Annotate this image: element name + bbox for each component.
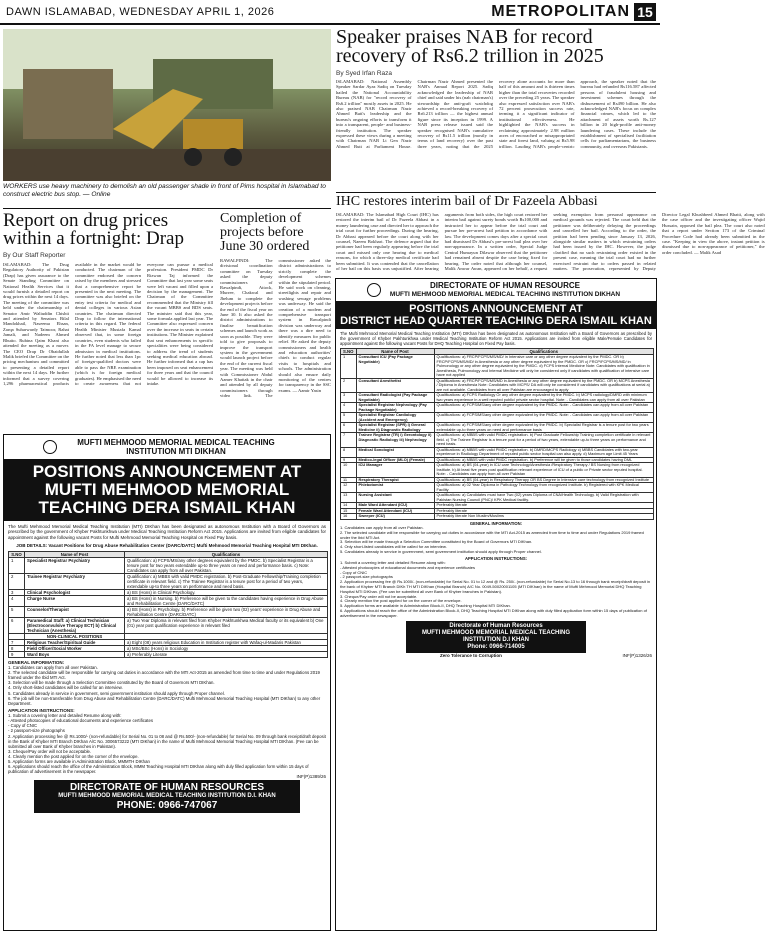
list-item: 1. Submit a covering letter and detailed Resume along with: bbox=[340, 560, 446, 566]
cell-qualification: a) BS (Hons) in Psychology. b) Preference will be given two (02) years' experience in Drug Abuse and Rehabilitation Centre (DARC/DATC) bbox=[125, 606, 328, 617]
cell-post: Consultant ICU (Pay Package Negotiable) bbox=[356, 355, 434, 379]
ad1-footer bbox=[34, 780, 300, 813]
col-qual: Qualifications bbox=[434, 349, 653, 355]
table-row bbox=[341, 463, 654, 478]
cell-post: Specialist Registrar Nephrology (Pay Package Negotiable) bbox=[356, 403, 434, 413]
cell-post: Specialist Registrar Cardiology (Accident and Emergency) bbox=[356, 413, 434, 423]
list-item: 4. Clearly mention the post applied for on the corner of the envelope. bbox=[8, 753, 139, 759]
list-item: 4. Only short-listed candidates will be called for an interview. bbox=[8, 685, 123, 691]
table-row bbox=[341, 447, 654, 457]
list-item: 6. Applications should reach the office of the Administration Block-II, DHQ Teaching Hospital MTI DIKhan along with duly filled application form within 15 days of publication of advertisement in the newspaper. bbox=[340, 608, 647, 618]
cell-qualification: Qualifications: a) MBBS with valid PMDC registration. b) Post Graduate Fellowship Training completion certificate in relevant field. c) The Trainee Registrar is a tenure post for a period of two years, extendable up-to three years on performance and need basis. bbox=[434, 433, 653, 448]
cell-qualification: Qualifications: a) 02 Year Diploma in Pathology Technology from recognized Institute. b) Registered with KPK Medical Facility bbox=[434, 483, 653, 493]
section-name: METROPOLITAN bbox=[491, 3, 630, 20]
ad2-org: MUFTI MEHMOOD MEMORIAL MEDICAL TEACHING INSTITUTION DIKHAN bbox=[389, 291, 621, 298]
photo-illustration bbox=[3, 29, 331, 181]
table-row bbox=[9, 573, 328, 589]
cell-post: Field Officer/Social Worker bbox=[25, 645, 125, 651]
nab-body: ISLAMABAD: National Assembly Speaker Sardar Ayaz Sadiq on Tuesday hailed the National Accountability Bureau (NAB) for "record recovery of Rs6.2 trillion" mostly assets in 2025. He also praised NAB Chairman Nazir Ahmed Butt's leadership and the bureau's ongoing efforts to transform it into a transparent, people- and business-friendly institution. The speaker expressed these views during a meeting with Chairman NAB Lt Gen Nazir Ahmed Butt at Parliament House. Chairman Nazir Ahmed presented the NAB's Annual Report 2025. Sadiq acknowledged the leadership of NAB chief and said under his (nab chairman's) stewardship the anti-graft watchdog achieved a record-breaking recovery of Rs6.213 trillion — the highest annual figure since its inception in 1999. A NAB press release issued said the speaker recognised NAB's cumulative recovery of Rs11.5 trillion (mostly in terms of land recovery) over the past three years, noting that the 2025 recovery alone accounts for more than half of this amount and is thirteen times higher than the total recoveries recorded over the preceding 25 years. The speaker also expressed satisfaction over NAB's 72 percent prosecution success rate, terming it a significant indicator of institutional effectiveness. He highlighted the NAB's success in reclaiming approximately 2.98 million acres of encroached or misappropriated state and forest land, valuing at Rs5.98 trillion. Lauding NAB's people-centric approach, the speaker noted that the bureau had refunded Rs116.587 affected persons of fraudulent housing and investment schemes through the disbursement of Rs490 billion. He also acknowledged NAB's focus on complex financial crimes, which led to the attachment of assets worth Rs.127 billion in 20 high-profile anti-money laundering cases. These include the establishment of specialised facilitation cells for parliamentarians, the business community, and overseas Pakistanis. bbox=[336, 79, 656, 149]
cell-sno: 5 bbox=[341, 413, 357, 423]
cell-qualification: Qualifications: a) FCPS Radiology Or any other degree equivalent by the PMDC. b) MCPS radiology/DMRD with minimum two years experience in a well reputed public/ private sector hospital. Note: - Candidates can apply from all over Pakistan bbox=[434, 393, 653, 403]
ad2-ai-title: APPLICATION INSTRUCTIONS: bbox=[464, 555, 528, 561]
cell-sno: 1 bbox=[341, 355, 357, 379]
ad2-footer-dir: Directorate of Human Resources bbox=[449, 622, 543, 629]
cell-qualification: Qualifications: a) FCPS/MS/any other degree equivalent by the PMDC. Note: - Candidates can apply from all over Pakistan bbox=[434, 403, 653, 413]
ad1-application-instructions bbox=[4, 713, 330, 774]
cell-sno: 16 bbox=[341, 514, 357, 520]
table-row bbox=[341, 355, 654, 379]
ad1-intro: The Mufti Mehmood Memorial Medical Teaching Institution (MTI) DIKhan has been designated as autonomous Institution with a Board of Governors as prescribed by the government of Khyber Pakhtunkhwa under Medical Teaching Institution Reform Act 2015. Applications are invited from eligible candidates for appointment against the following vacant Posts for Mufti Mehmood Memorial Teaching Hospital on Fixed Pay basis. bbox=[8, 524, 326, 540]
ad2-tagline: Zero Tolerance to Corruption bbox=[440, 652, 502, 658]
list-item: 1. Candidates can apply from all over Pakistan. bbox=[340, 524, 424, 530]
ad1-footer-phone: PHONE: 0966-747067 bbox=[116, 799, 218, 811]
ad2-bottom-line bbox=[336, 653, 656, 658]
list-item: - Attested photocopies of educational documents and experience certificates bbox=[8, 718, 153, 724]
cell-sno: 6 bbox=[341, 423, 357, 433]
cell-post: Male Ward Attendant (ICU) bbox=[356, 503, 434, 509]
cell-sno: 4 bbox=[341, 403, 357, 413]
cell-sno: 13 bbox=[341, 493, 357, 503]
col-qual: Qualifications bbox=[125, 551, 328, 557]
cell-qualification: a) BS (Hons) in Nursing. b) Preference will be given to the candidates having experience in Drug Abuse and Rehabilitation Centre (DARC/DATC) bbox=[125, 595, 328, 606]
ad1-title: POSITIONS ANNOUNCEMENT AT MUFTI MEHMOOD MEMORIAL TEACHING DERA ISMAIL KHAN bbox=[4, 459, 330, 521]
mti-logo-icon bbox=[43, 440, 57, 454]
cell-post: Medico-legal Officer (MLO) (Female) bbox=[356, 457, 434, 463]
cell-sno: 12 bbox=[341, 483, 357, 493]
cell-post: Charge Nurse bbox=[25, 595, 125, 606]
cell-qualification: a) Eight (08) years religious Education in Institution register with Wafaq-ul-Madaris Pakistan bbox=[125, 639, 328, 645]
cell-post: Consultant Anesthetist bbox=[356, 378, 434, 393]
job-advertisement-dhq bbox=[335, 278, 657, 931]
table-row bbox=[9, 606, 328, 617]
cell-qualification: Qualification: a) FCPS/MS/any other degrees equivalent by the PMDC. b) Specialist Registrar is a tenure post for two years extendable up-to three years on need and performance basis. c) Note: Candidates can apply from all over Pakistan. bbox=[125, 557, 328, 573]
cell-sno: 2 bbox=[9, 573, 25, 589]
nab-headline: Speaker praises NAB for record recovery of Rs6.2 trillion in 2025 bbox=[336, 26, 604, 67]
drug-body: ISLAMABAD: The Drug Regulatory Authority of Pakistan (Drap) has given assurance to the Senate Standing Committee on National Health Services that it would furnish a detailed report on drug prices within the next 14 days. The meeting of the committee was held under the chairmanship of Senator Amir Waliuddin Chishti and attended by Senators Bilal Mandokhail, Naseema Ehsan, Zarqa Suharwardy Taimoor, Rahat Jamali, and Nadeem Ahmed Bhutto. Rubina Qaim Khani also attended the meeting as a mover. The CEO Drap Dr Obaidullah Malik briefed the Committee on the pricing mechanism and committed to presenting a detailed report within the next 14 days. He further informed that a survey covering 1,296 pharmaceutical products available in the market would be conducted. The chairman of the committee endorsed the concern raised by the members and stressed that a comprehensive report be presented in the next meeting. The committee was also briefed on the entry test criteria for medical and dental colleges in various Asian countries. The chairman directed Drap to follow the international criteria in this regard. The federal Health Minister Mustafa Kamal observed that, in some foreign countries, even students who failed in the FA level manage to secure admission in medical institutions. He further noted that less than 1pc of foreign-qualified doctors were able to pass the NRE examination (which is for foreign medical graduates). He emphasised the need to create awareness that not everyone can pursue a medical profession. President PMDC Dr Rizwan Taj informed the Committee that last year some seats were left vacant and filled upon a decision by the management. The Chairman of the Committee recommended that the Ministry fill the vacant MBBS and BDS seats. The minister said that this year, some formula applied last year. The Committee also expressed concern over the increase in seats in certain institutions. The Minister explained that seat enhancements in specific specialities were being considered to address the trend of students seeking medical education abroad. He further informed that a cap has been imposed on seat enhancement for three years and that the council would be allowed to increase its intake. bbox=[3, 262, 213, 386]
ad2-footer-phone: Phone: 0966-714005 bbox=[467, 643, 525, 650]
cell-sno: 6 bbox=[9, 617, 25, 633]
cell-qualification: Qualifications: a) Candidates must have Two (02) years Diploma of CNA/Health Technology. b) Valid Registration with Pakistan Nursing Council (PNC)/ KPK Medical facility. bbox=[434, 493, 653, 503]
cell-post: Counselor/Therapist bbox=[25, 606, 125, 617]
cell-qualification: a) Two Year Diploma in relevant filed from Khyber Pakhtunkhwa Medical faculty or its equivalent b) One (01) year post qualification experience in relevant filed bbox=[125, 617, 328, 633]
cell-qualification: Preferably literate bbox=[434, 508, 653, 514]
ad2-title-line2: DISTRICT HEAD QUARTER TEACHING DERA ISMAIL KHAN bbox=[340, 315, 652, 327]
cell-sno: 14 bbox=[341, 503, 357, 509]
ad2-general-info bbox=[336, 526, 656, 555]
table-row bbox=[9, 639, 328, 645]
list-item: 1. Submit a covering letter and detailed Resume along with: bbox=[8, 713, 122, 719]
ad2-footer-org: MUFTI MEHMOOD MEMORIAL MEDICAL TEACHING INSTITUTION D.I KHAN bbox=[421, 629, 571, 643]
cell-qualification: Preferably literate bbox=[434, 503, 653, 509]
list-item: 5. Candidates already in service in government, semi government institution should apply through Proper channel. bbox=[340, 548, 542, 554]
ad1-footer-dir: DIRECTORATE OF HUMAN RESOURCES bbox=[69, 781, 265, 793]
ihc-body: ISLAMABAD: The Islamabad High Court (IHC) has restored the interim bail of Dr Fazeela Abbasi in a money laundering case and directed her to approach the trial court for further proceedings. During the hearing, Dr Abbasi appeared before the court along with her counsel, Naeem Bokhari. The defence argued that the petitioner had been regularly appearing before the trial court and missed only one hearing due to medical reasons, for which a three-day medical certificate had been submitted. It was contended that the cancellation of her bail on this basis was unjustified. After hearing arguments from both sides, the high court restored her interim bail against surety bonds worth Rs100,000 and instructed her to appear before the trial court and pursue her pre-arrest bail petition in accordance with law. The development comes days after a special court had dismissed Dr Abbasi's pre-arrest bail plea over her non-appearance. In a written order, Special Judge Central Humayun Dilawar observed that the petitioner had remained absent despite the case being fixed for hearing. The order noted that although her counsel, Malik Anwar Awan, appeared on her behalf, a request seeking exemption from personal appearance on medical grounds was rejected. The court held that the petitioner was deliberately delaying the proceedings and cancelled her bail. According to the order, the petition had been pending since January 13, 2026, alongside similar matters in which restraining orders had been issued by the IHC. However, the judge clarified that no such restraining order existed in the present case, meaning the trial court had no further exercised restraint due to orders passed in related matters. The prosecution, represented by Deputy Director Legal Khushbeed Ahmed Bhatti, along with the case officer and the investigating officer Wajid Hussain, opposed the bail plea. The court also noted that a report under Section 173 of the Criminal Procedure Code had already been submitted in the case. "Keeping in view the above, instant petition is dismissed due to non-appearance of petitioner," the order concluded. — Malik Asad bbox=[336, 212, 765, 272]
list-item: 3. Selection will be made through a Selection Committee constituted by the Board of Governors MTI DIKhan. bbox=[8, 680, 215, 686]
completion-headline: Completion of projects before June 30 ordered bbox=[220, 211, 310, 254]
list-item: - Copy of CNIC bbox=[340, 569, 368, 575]
table-row bbox=[9, 557, 328, 573]
table-row bbox=[341, 393, 654, 403]
cell-qualification: Qualifications: a) BS (04-year) in Respiratory Therapy OR BS Degree in Intensive care technology from recognized Institute bbox=[434, 477, 653, 483]
cell-qualification: a) Preferably Literate bbox=[125, 651, 328, 657]
cell-qualification: Qualifications: a) FCPS/MS/any other degree equivalent by the PMDC. b) Specialist Registrar is a tenure post for two years extendable up-to three years on need and performance basis bbox=[434, 423, 653, 433]
ad1-subtitle: JOB DETAILS: Vacant Positions for Drug Abuse Rehabilitation Center (DARC/DATC) Mufti Mehmood Memorial Teaching Hospital MTI DIKhan. bbox=[16, 543, 318, 549]
completion-body: RAWALPINDI: The divisional coordination committee on Tuesday asked the deputy commissioners of Rawalpindi, Attock, Murree, Chakwal and Jhelum to complete the development projects before the end of the fiscal year on June 30. It also asked the district administrations to finalise beautification schemes and launch work as soon as possible. They were told to give proposals to improve the transport system in the government would launch project before the end of the current fiscal year. The meeting was held with Commissioner Abdul Aamer Khattak in the chair and attended by all deputy commissioners through video link. The commissioner asked the district administrations to strictly complete the development schemes within the stipulated period. He said work on cleaning, streetlights and repair and washing sewage problems was underway. He said the creation of a modern and comprehensive transport system in Rawalpindi division was underway and there was a dire need to identify measures for public relief. He asked the deputy commissioners and health and education authorities' chiefs to conduct regular visits to hospitals and schools. The administration should also ensure daily monitoring of the centres for transparency in the SSC exams. — Aamir Yasin bbox=[220, 258, 331, 399]
ad2-intro: The Mufti Mehmood Memorial Medical Teaching Institution (MTI) DIKhan has been designated as autonomous Institution with a Board of Governors as prescribed by the government of Khyber Pakhtunkhwa under Medical Teaching Institution Reform Act 2015. Applications are invited from eligible Male/Female Candidates for appointment against the following vacant Posts for DHQ Teaching Hospital on Fixed Pay basis. bbox=[340, 331, 652, 346]
photo-caption: WORKERS use heavy machinery to demolish an old passenger shade in front of Pims hospital in Islamabad to construct electric bus stop. — Online bbox=[3, 183, 326, 198]
news-photo bbox=[3, 29, 331, 181]
cell-qualification: Qualifications: a) BS (04-year) in ICU care Technology/Anesthesia /Respiratory Therapy / BS Nursing from recognized Institute. b) At least five years post qualification relevant experience of ICU of a public or Private sector reputed hospital. Note: - Candidates can apply from all over Pakistan bbox=[434, 463, 653, 478]
ad2-gi-title: GENERAL INFORMATION: bbox=[469, 520, 523, 526]
cell-sno: 7 bbox=[341, 433, 357, 448]
cell-sno: 10 bbox=[341, 463, 357, 478]
cell-post: Trainee Registrar (TR) i) Gerontology ii) Diagnostic Radiology iii) Nephrology bbox=[356, 433, 434, 448]
masthead bbox=[0, 0, 660, 25]
masthead-date: DAWN ISLAMABAD, WEDNESDAY APRIL 1, 2026 bbox=[6, 6, 275, 18]
divider bbox=[336, 192, 656, 193]
cell-sno: 2 bbox=[341, 378, 357, 393]
ihc-headline: IHC restores interim bail of Dr Fazeela Abbasi bbox=[336, 194, 598, 209]
cell-post: Trainee Registrar Psychiatry bbox=[25, 573, 125, 589]
nab-byline: By Syed Irfan Raza bbox=[336, 70, 392, 77]
table-row bbox=[341, 483, 654, 493]
list-item: - 2 passport-size photographs bbox=[8, 728, 65, 734]
list-item: 3. Selection will be made through a Selection Committee constituted by the Board of Governors MTI DIKhan. bbox=[340, 539, 533, 545]
table-row bbox=[341, 514, 654, 520]
cell-post: Specialist Registrar Psychiatry bbox=[25, 557, 125, 573]
col-post: Name of Post bbox=[25, 551, 125, 557]
cell-post: Paramedical Staff: a) Clinical Technician (Electroconvulsive Therapy ECT) b) Clinical Technician (Anesthesia) bbox=[25, 617, 125, 633]
cell-post: Nursing Assistant bbox=[356, 493, 434, 503]
cell-sno: 8 bbox=[9, 645, 25, 651]
list-item: - Copy of CNIC bbox=[8, 723, 38, 729]
drug-headline: Report on drug prices within a fortnight: Drap bbox=[3, 210, 184, 249]
list-item: 6. The job will be non-transferable from Drug Abuse and Rehabilitation Centre (DARC/DATC) Mufti Mehmood Memorial Teaching Hospital (MTI DIKhan) to any other Department. bbox=[8, 695, 321, 706]
table-row bbox=[341, 433, 654, 448]
list-item: 1. Candidates can apply from all over Pakistan. bbox=[8, 665, 98, 671]
cell-post: Female Ward Attendant (ICU) bbox=[356, 508, 434, 514]
list-item: 4. Only short-listed candidates will be called for an interview. bbox=[340, 544, 447, 550]
cell-post: Ward Boys bbox=[25, 651, 125, 657]
cell-sno: 11 bbox=[341, 477, 357, 483]
table-row bbox=[9, 651, 328, 657]
ad2-directorate: DIRECTORATE OF HUMAN RESOURCE bbox=[430, 281, 580, 290]
list-item: - 2 passport-size photographs bbox=[340, 574, 393, 580]
cell-qualification: Qualifications: a) FRCP/FCPS/MS/MD in Anesthesia or any other degree equivalent by the PMDC. OR b) MCPS Anesthesia / Diploma in Anesthesia Note: Candidates with MCPS/ DA will only be considered if candidates with qualifications at serial a) are not available. Candidates from all over Pakistan are encouraged to apply bbox=[434, 378, 653, 393]
ad1-ai-title: APPLICATION INSTRUCTIONS: bbox=[8, 707, 75, 713]
ad1-table-body bbox=[9, 557, 328, 657]
cell-sno: 3 bbox=[341, 393, 357, 403]
cell-qualification: Qualification: a) MBBS with valid PMDC registration. b) Post-Graduate Fellowship/Training completion certificate in relevant field. c) The Trainee Registrar is a tenure post for a period of two years, extendable up-to three years on performance and need basis. bbox=[125, 573, 328, 589]
cell-sno: 15 bbox=[341, 508, 357, 514]
cell-post: Respiratory Therapist bbox=[356, 477, 434, 483]
col-post: Name of Post bbox=[356, 349, 434, 355]
cell-qualification: Qualifications: a) FRCP/FCPS/MS/MD/ in Intensive care or any other degree equivalent by the PMDC. OR b) FRCP/FCPS/MS/MD/ in Anesthesia or any other degree equivalent by the PMDC. OR c) FRCP/FCPS/MS/MD/ in Pulmonology or any other degree equivalent by the PMDC. d) FCPS Internal Medicine Note: Candidates with qualification in Anesthesia, Pulmonology and Internal Medicine will only be considered only if candidates with qualification of intensive care have not applied bbox=[434, 355, 653, 379]
cell-sno: 9 bbox=[9, 651, 25, 657]
cell-sno: 7 bbox=[9, 639, 25, 645]
job-advertisement-mtidikhan bbox=[3, 434, 331, 931]
col-sno: S.NO bbox=[9, 551, 25, 557]
ad1-gi-title: GENERAL INFORMATION: bbox=[8, 659, 65, 665]
mti-logo-icon bbox=[367, 283, 381, 297]
cell-post: Consultant Radiologist (Pay Package Negotiable) bbox=[356, 393, 434, 403]
table-row bbox=[341, 493, 654, 503]
list-item: 2. Application processing fee @ Rs.1000/- (non-refundable) for Serial No. 01 to 12 and @ Rs. 250/- (non-refundable) for Serial No.13 to 16 through bank receipt/draft deposit in the bank of Khyber MTI Branch DIKh TH MTI DIKhan (Hospital Branch) A/C No. 0049-50020001105 (MTI DIKhan) in the name of Mufti Mehmood Memorial DHQ Teaching Hospital MTI DIKhan. (Fee can be submitted all over Bank of Khyber branches in Pakistan). bbox=[340, 579, 651, 594]
cell-sno: 8 bbox=[341, 447, 357, 457]
cell-qualification: a) BS (Hons) in Clinical Psychology. bbox=[125, 589, 328, 595]
cell-post: Phlebotomist bbox=[356, 483, 434, 493]
table-row bbox=[341, 403, 654, 413]
page-number: 15 bbox=[634, 3, 656, 21]
list-item: 3. Cheque/Pay order will not be acceptable. bbox=[340, 593, 418, 599]
cell-post: Sweeper (ICU) bbox=[356, 514, 434, 520]
list-item: 2. The selected candidate will be responsible for carrying out duties in accordance with the MTI Act-2015 as amended from time to time and under Regulations 2019 framed under the Ibid MTI Act. bbox=[8, 670, 320, 681]
list-item: 4. Clearly mention the post applied for on the corner of the envelope. bbox=[340, 598, 462, 604]
ad2-title-line1: POSITIONS ANNOUNCEMENT AT bbox=[409, 303, 583, 315]
ad1-footer-org: MUFTI MEHMOOD MEMORIAL MEDICAL TEACHING INSTITUTION D.I. KHAN bbox=[58, 792, 276, 799]
ad2-title bbox=[336, 301, 656, 329]
list-item: 5. Candidates already in service in government, semi government institution should apply through Proper channel. bbox=[8, 690, 225, 696]
cell-qualification: Qualifications: a) MBBS with valid PMDC registration. b) Preference will be given to those candidates having DML bbox=[434, 457, 653, 463]
ad1-general-info bbox=[4, 665, 330, 706]
table-row bbox=[9, 617, 328, 633]
cell-post: NON-CLINICAL POSITIONS bbox=[25, 633, 125, 639]
list-item: 2. The selected candidate will be responsible for carrying out duties in accordance with the MTI Act-2015 as amended from time to time and under Regulations 2019 framed under the Ibid MTI Act. bbox=[340, 529, 644, 540]
table-row bbox=[341, 423, 654, 433]
list-item: 2. Application processing fee @ Rs.1000/- (non-refundable) for Serial No. 01 to 08 and @ Rs.500/- (non-refundable) for Serial No. 09 through bank receipt/draft deposit in the Bank of Khyber MTI Branch DIKhan A/C No. 3006573222 (MTI DIKhan) in the name of Mufti Mehmood Memorial Teaching Hospital MTI DIKhan. (Fee can be submitted all over Bank of Khyber branches in Pakistan). bbox=[8, 733, 326, 749]
list-item: - Attested photocopies of educational documents and experience certificates bbox=[340, 564, 475, 570]
ad2-application-instructions bbox=[336, 561, 656, 619]
ad1-code: INF(P)1389/26 bbox=[296, 774, 326, 780]
cell-qualification: a) MSc/BSc (Hons) in Sociology bbox=[125, 645, 328, 651]
cell-sno: 5 bbox=[9, 606, 25, 617]
cell-sno: 1 bbox=[9, 557, 25, 573]
cell-qualification: Qualifications: a) MBBS with valid PMDC registration. b) DMRD/MCPS Radiology c) MBBS Candidates with two-year experience in Radiology Department of reputed public sector hospital can also apply. d) Maximum age Limit 45 Years bbox=[434, 447, 653, 457]
table-row bbox=[341, 413, 654, 423]
cell-post: Medical Sonologist bbox=[356, 447, 434, 457]
list-item: 6. Applications should reach the office of the Administration Block, MMM Teaching Hospital MTI DIKhan along with duly filled application form within 15 days of publication of advertisement in the newspaper. bbox=[8, 764, 309, 775]
cell-post: ICU Manager bbox=[356, 463, 434, 478]
cell-qualification: Qualifications: a) FCPS/MS/any other degree equivalent by the PMDC. Note: - Candidates can apply from all over Pakistan bbox=[434, 413, 653, 423]
cell-post: Religious Teacher/Spiritual Guide bbox=[25, 639, 125, 645]
list-item: 5. Application forms are available in Administration Block-II, DHQ Teaching Hospital MTI DIKhan. bbox=[340, 603, 511, 609]
cell-post: Specialist Registrar (SPR) i) General Medicine ii) Diagnostic Radiology bbox=[356, 423, 434, 433]
divider bbox=[3, 208, 331, 209]
ad2-code: INF(P)1326/26 bbox=[622, 652, 652, 658]
list-item: 5. Application forms are available in Administration Block, MMMTH DIKhan bbox=[8, 759, 150, 765]
ad2-table bbox=[340, 348, 654, 520]
ad2-table-body bbox=[341, 355, 654, 520]
cell-sno: 9 bbox=[341, 457, 357, 463]
cell-post: Clinical Psychologist bbox=[25, 589, 125, 595]
cell-sno: 4 bbox=[9, 595, 25, 606]
ad2-footer bbox=[406, 621, 586, 653]
cell-qualification: Preferably literate Non Muslim/Muslims bbox=[434, 514, 653, 520]
ad1-table bbox=[8, 551, 328, 658]
drug-byline: By Our Staff Reporter bbox=[3, 252, 66, 259]
ad1-org: MUFTI MEHMOOD MEMORIAL MEDICAL TEACHING INSTITUTION MTI DIKHAN bbox=[77, 438, 275, 456]
col-sno: S.NO bbox=[341, 349, 357, 355]
list-item: 3. Cheque/Pay order will not be acceptable. bbox=[8, 748, 92, 754]
table-row bbox=[9, 595, 328, 606]
cell-sno: 3 bbox=[9, 589, 25, 595]
table-row bbox=[341, 378, 654, 393]
